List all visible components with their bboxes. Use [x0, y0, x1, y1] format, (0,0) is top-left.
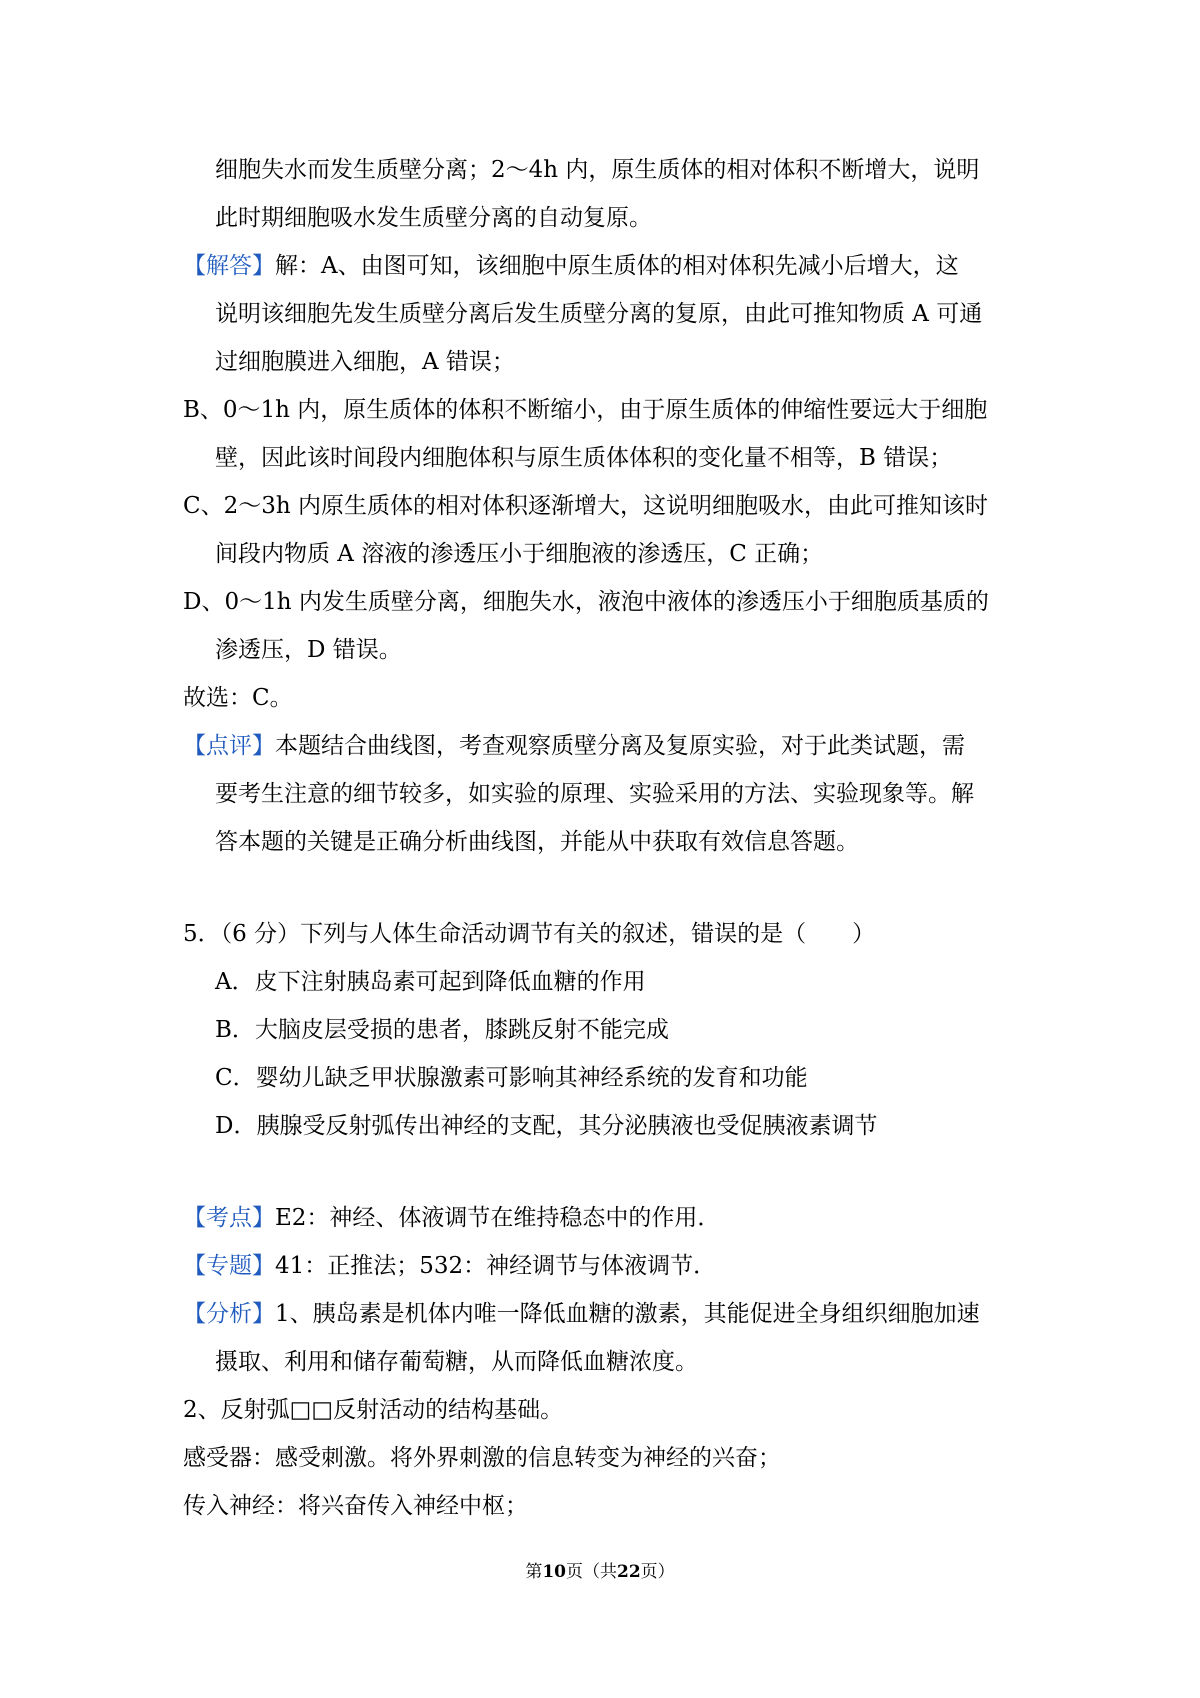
- receptor-line: 感受器：感受刺激。将外界刺激的信息转变为神经的兴奋；: [183, 1445, 781, 1471]
- footer-page-number: 10: [542, 1562, 566, 1582]
- fenxi-tag: 【分析】: [183, 1301, 275, 1327]
- footer-middle: 页（共: [566, 1562, 617, 1582]
- answer-a-line-1: 解：A、由图可知，该细胞中原生质体的相对体积先减小后增大，这: [275, 253, 959, 279]
- answer-tag: 【解答】: [183, 253, 275, 279]
- question-5-option-b: B．大脑皮层受损的患者，膝跳反射不能完成: [215, 1017, 669, 1043]
- analysis-line-1: 细胞失水而发生质壁分离；2～4h 内，原生质体的相对体积不断增大，说明: [215, 157, 980, 183]
- analysis-line-2: 此时期细胞吸水发生质壁分离的自动复原。: [215, 205, 652, 231]
- answer-a-line-3: 过细胞膜进入细胞，A 错误；: [215, 349, 515, 375]
- page-footer: [0, 1560, 1200, 1584]
- comment-line-1: 本题结合曲线图，考查观察质壁分离及复原实验，对于此类试题，需: [275, 733, 965, 759]
- footer-suffix: 页）: [640, 1562, 675, 1582]
- comment-tag: 【点评】: [183, 733, 275, 759]
- fenxi-line-1: 1、胰岛素是机体内唯一降低血糖的激素，其能促进全身组织细胞加速: [275, 1301, 980, 1327]
- question-5-option-a: A．皮下注射胰岛素可起到降低血糖的作用: [215, 969, 646, 995]
- answer-c-line-1: C、2～3h 内原生质体的相对体积逐渐增大，这说明细胞吸水，由此可推知该时: [183, 493, 988, 519]
- question-5-option-c: C．婴幼儿缺乏甲状腺激素可影响其神经系统的发育和功能: [215, 1065, 808, 1091]
- answer-choice: 故选：C。: [183, 685, 293, 711]
- comment-line-2: 要考生注意的细节较多，如实验的原理、实验采用的方法、实验现象等。解: [215, 781, 974, 807]
- afferent-line: 传入神经：将兴奋传入神经中枢；: [183, 1493, 528, 1519]
- answer-d-line-1: D、0～1h 内发生质壁分离，细胞失水，液泡中液体的渗透压小于细胞质基质的: [183, 589, 989, 615]
- comment-paragraph: [183, 731, 965, 761]
- comment-line-3: 答本题的关键是正确分析曲线图，并能从中获取有效信息答题。: [215, 829, 859, 855]
- zhuanti-text: 41：正推法；532：神经调节与体液调节．: [275, 1253, 717, 1279]
- fenxi-line-2: 摄取、利用和储存葡萄糖，从而降低血糖浓度。: [215, 1349, 698, 1375]
- kaodian-tag: 【考点】: [183, 1205, 275, 1231]
- answer-d-line-2: 渗透压，D 错误。: [215, 637, 402, 663]
- question-5-stem: 5．（6 分）下列与人体生命活动调节有关的叙述，错误的是（ ）: [183, 921, 876, 947]
- answer-a-line-2: 说明该细胞先发生质壁分离后发生质壁分离的复原，由此可推知物质 A 可通: [215, 301, 983, 327]
- kaodian-paragraph: [183, 1203, 720, 1233]
- zhuanti-paragraph: [183, 1251, 716, 1281]
- answer-b-line-1: B、0～1h 内，原生质体的体积不断缩小，由于原生质体的伸缩性要远大于细胞: [183, 397, 988, 423]
- answer-c-line-2: 间段内物质 A 溶液的渗透压小于细胞液的渗透压，C 正确；: [215, 541, 824, 567]
- kaodian-text: E2：神经、体液调节在维持稳态中的作用．: [275, 1205, 721, 1231]
- zhuanti-tag: 【专题】: [183, 1253, 275, 1279]
- fenxi-paragraph: [183, 1299, 980, 1329]
- footer-prefix: 第: [525, 1562, 543, 1582]
- answer-b-line-2: 壁，因此该时间段内细胞体积与原生质体体积的变化量不相等，B 错误；: [215, 445, 953, 471]
- footer-total-pages: 22: [617, 1562, 641, 1582]
- reflex-arc-point: 2、反射弧□□反射活动的结构基础。: [183, 1397, 564, 1423]
- answer-paragraph-a1: [183, 251, 959, 281]
- question-5-option-d: D．胰腺受反射弧传出神经的支配，其分泌胰液也受促胰液素调节: [215, 1113, 878, 1139]
